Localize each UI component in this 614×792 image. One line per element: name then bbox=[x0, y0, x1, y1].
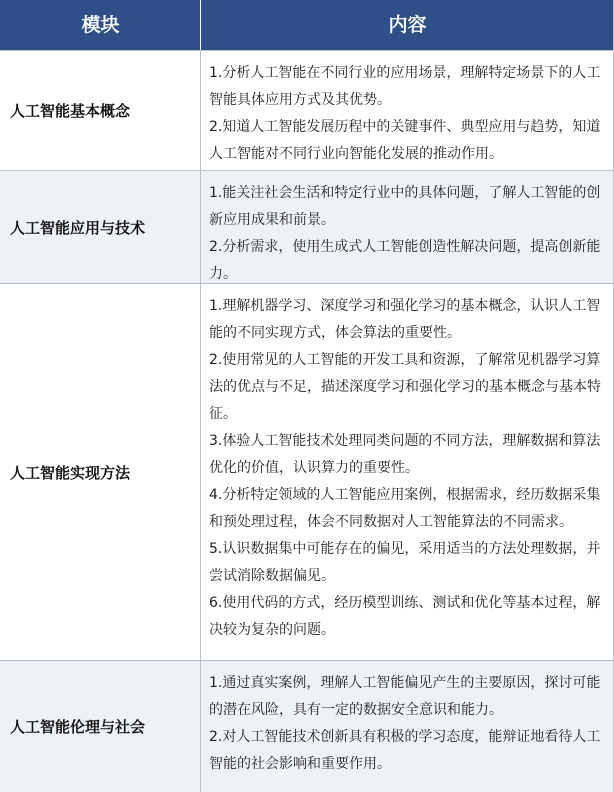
content-cell bbox=[201, 661, 614, 792]
content-item: 4.分析特定领域的人工智能应用案例，根据需求，经历数据采集和预处理过程，体会不同数据对人工智能算法的不同需求。 bbox=[209, 487, 601, 530]
content-item: 2.分析需求，使用生成式人工智能创造性解决问题，提高创新能力。 bbox=[209, 239, 601, 282]
header-content: 内容 bbox=[388, 14, 427, 36]
content-item: 1.理解机器学习、深度学习和强化学习的基本概念，认识人工智能的不同实现方式，体会算法的重要性。 bbox=[209, 298, 601, 341]
content-cell bbox=[201, 171, 614, 283]
content-item: 6.使用代码的方式，经历模型训练、测试和优化等基本过程，解决较为复杂的问题。 bbox=[209, 595, 601, 638]
table-row bbox=[0, 660, 614, 792]
content-item: 5.认识数据集中可能存在的偏见，采用适当的方法处理数据，并尝试消除数据偏见。 bbox=[209, 541, 601, 584]
content-cell bbox=[201, 284, 614, 660]
content-item: 1.通过真实案例，理解人工智能偏见产生的主要原因，探讨可能的潜在风险，具有一定的数据安全意识和能力。 bbox=[209, 675, 601, 718]
content-item: 2.知道人工智能发展历程中的关键事件、典型应用与趋势，知道人工智能对不同行业向智能化发展的推动作用。 bbox=[209, 119, 601, 162]
content-item: 2.使用常见的人工智能的开发工具和资源，了解常见机器学习算法的优点与不足，描述深度学习和强化学习的基本概念与基本特征。 bbox=[209, 352, 601, 422]
table-row bbox=[0, 283, 614, 660]
content-item: 3.体验人工智能技术处理同类问题的不同方法，理解数据和算法优化的价值，认识算力的重要性。 bbox=[209, 433, 601, 476]
module-cell: 人工智能应用与技术 bbox=[0, 171, 201, 283]
content-item: 2.对人工智能技术创新具有积极的学习态度，能辩证地看待人工智能的社会影响和重要作用。 bbox=[209, 729, 601, 772]
content-cell bbox=[201, 51, 614, 170]
module-cell: 人工智能基本概念 bbox=[0, 51, 201, 170]
header-module: 模块 bbox=[81, 14, 120, 36]
table-header bbox=[0, 0, 614, 50]
content-item: 1.分析人工智能在不同行业的应用场景，理解特定场景下的人工智能具体应用方式及其优势。 bbox=[209, 65, 601, 108]
table-row bbox=[0, 170, 614, 283]
module-cell: 人工智能伦理与社会 bbox=[0, 661, 201, 792]
module-cell: 人工智能实现方法 bbox=[0, 284, 201, 660]
table-row bbox=[0, 50, 614, 170]
content-item: 1.能关注社会生活和特定行业中的具体问题，了解人工智能的创新应用成果和前景。 bbox=[209, 185, 601, 228]
